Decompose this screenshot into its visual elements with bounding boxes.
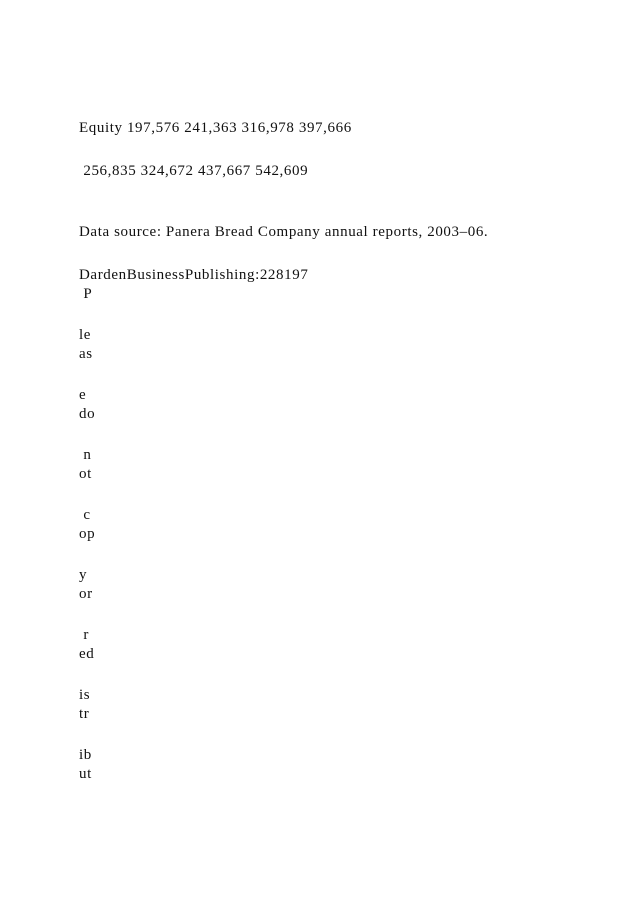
watermark-fragment: is xyxy=(79,687,91,703)
watermark-fragment: ut xyxy=(79,766,92,782)
data-source-note: Data source: Panera Bread Company annual reports, 2003–06. xyxy=(79,224,489,240)
watermark-fragment: n xyxy=(79,447,92,463)
watermark-fragment: tr xyxy=(79,706,90,722)
watermark-fragment: op xyxy=(79,526,96,542)
watermark-fragment: y xyxy=(79,567,88,583)
watermark-fragment: ed xyxy=(79,646,95,662)
watermark-fragment: r xyxy=(79,627,89,643)
watermark-fragment: ot xyxy=(79,466,92,482)
equity-row: Equity 197,576 241,363 316,978 397,666 xyxy=(79,120,352,136)
watermark-fragment: as xyxy=(79,346,93,362)
watermark-fragment: le xyxy=(79,327,92,343)
watermark-fragment: e xyxy=(79,387,87,403)
watermark-fragment: or xyxy=(79,586,93,602)
watermark-fragment: c xyxy=(79,507,91,523)
watermark-fragment: ib xyxy=(79,747,92,763)
watermark-publisher: DardenBusinessPublishing:228197 xyxy=(79,267,309,283)
watermark-fragment: P xyxy=(79,286,93,302)
watermark-fragment: do xyxy=(79,406,96,422)
equity-total-row: 256,835 324,672 437,667 542,609 xyxy=(79,163,309,179)
